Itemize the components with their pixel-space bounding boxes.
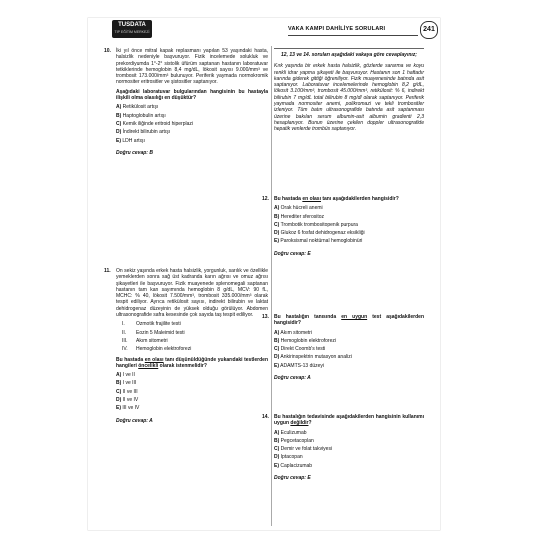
question-number: 14. [262,414,269,420]
option-text: İndirekt bilirubin artışı [122,129,171,136]
question-10 [104,48,268,156]
prompt-part: Bu hastada [274,196,303,202]
option-a[interactable] [274,330,424,336]
question-11 [104,268,268,424]
question-13 [262,314,424,382]
roman-text: Hemoglobin elektroforezi [136,346,192,353]
case-box [274,48,424,136]
logo-text: TUSDATA [118,22,146,28]
roman-numeral: III. [122,337,128,344]
option-text: Glukoz 6 fosfat dehidrogenaz eksikliği [280,230,365,237]
question-number: 13. [262,314,269,320]
option-a[interactable] [116,104,268,110]
option-b[interactable] [274,214,424,220]
option-letter: C) [116,120,122,127]
question-number: 10. [104,48,111,54]
option-text: Ankirinspektrin mutasyon analizi [280,354,352,361]
option-letter: E) [274,362,279,369]
option-e[interactable] [274,363,424,369]
prompt-part: test aşağıdakilerden hangisidir? [274,314,424,327]
prompt-part: tanı aşağıdakilerden hangisidir? [320,196,399,202]
prompt-part: ? [308,420,312,427]
prompt-part: Bu hastada [116,356,145,363]
option-text: Trombotik trombositopenik purpura [280,221,358,228]
correct-answer: Doğru cevap: A [116,417,153,424]
option-e[interactable] [116,405,268,411]
question-14 [262,414,424,482]
option-b[interactable] [116,113,268,119]
option-letter: A) [274,205,280,212]
correct-answer: Doğru cevap: E [274,250,311,257]
option-text: Herediter sferositoz [280,213,325,220]
option-a[interactable] [274,430,424,436]
option-text: Haptoglobulin artışı [122,112,166,119]
roman-numeral: I. [122,321,125,328]
question-number: 12. [262,196,269,202]
prompt-part: olarak istenmelidir? [158,362,207,369]
option-text: ADAMTS-13 düzeyi [280,362,325,369]
option-d[interactable] [274,354,424,360]
option-letter: A) [116,104,122,111]
question-stem: İki yıl önce mitral kapak replasmanı yapılan 53 yaşındaki hasta, halsizlik nedeniyle başvuruyor. Fizik incelemede solukluk ve prekordiyumda 1°-2° sistolik üfürüm saptanan hastanın laboratuvar tetkiklerinde hemoglobin 8,4 mg/dL, lökosit sayısı 9.000/mm³ ve trombosit 173.000/mm³ bulunuyor. Periferik yaymada normokromik normositer eritrositler ve şistositler saptanıyor. [116,48,268,86]
roman-item-1 [122,321,268,327]
case-title: 12, 13 ve 14. soruları aşağıdaki vakaya göre cevaplayınız; [281,52,417,58]
option-e[interactable] [274,463,424,469]
option-d[interactable] [274,454,424,460]
roman-text: Eozin 5 Maleimid testi [136,329,185,336]
roman-item-4 [122,346,268,352]
prompt-part: tanı düşünüldüğünde yukarıdaki testlerden hangileri [116,356,268,369]
option-d[interactable] [274,230,424,236]
option-text: Akım sitometri [280,329,313,336]
prompt-part: Bu hastalığın tedavisinde aşağıdakilerden hangisinin kullanımı uygun [274,414,424,427]
question-12 [262,196,424,257]
roman-item-2 [122,330,268,336]
option-text: II ve III [122,388,138,395]
question-prompt [274,196,424,202]
option-letter: C) [274,346,280,353]
option-c[interactable] [116,389,268,395]
option-b[interactable] [274,338,424,344]
publisher-logo [112,20,152,38]
prompt-emphasis: öncelikli [138,362,159,369]
option-letter: B) [274,213,280,220]
option-letter: E) [274,238,279,245]
option-letter: E) [116,137,121,144]
option-text: I ve III [122,380,137,387]
question-prompt [274,314,424,327]
roman-numeral: II. [122,329,127,336]
column-divider [271,46,272,526]
page-number: 241 [420,21,438,39]
option-letter: D) [116,397,122,404]
option-letter: A) [274,429,280,436]
option-letter: D) [274,454,280,461]
option-text: Direkt Coomb's testi [280,346,326,353]
option-text: Paroksismal noktürnal hemoglobinüri [280,238,363,245]
option-letter: C) [274,221,280,228]
option-letter: A) [274,329,280,336]
roman-text: Akım sitometri [136,337,168,344]
option-c[interactable] [116,121,268,127]
option-e[interactable] [116,138,268,144]
prompt-emphasis: en olası [302,196,321,202]
prompt-emphasis: değildir [290,420,309,427]
page-header [88,18,440,42]
question-prompt [274,414,424,427]
question-number: 11. [104,268,111,274]
option-b[interactable] [116,380,268,386]
option-c[interactable] [274,446,424,452]
option-letter: C) [274,446,280,453]
option-text: II ve IV [122,397,139,404]
option-letter: E) [116,405,121,412]
option-text: I ve II [122,372,135,379]
option-c[interactable] [274,222,424,228]
option-b[interactable] [274,438,424,444]
option-text: Orak hücreli anemi [280,205,323,212]
prompt-emphasis: en uygun [341,314,368,320]
option-letter: B) [274,437,280,444]
option-letter: B) [116,112,122,119]
prompt-part: Bu hastalığın tanısında [274,314,342,320]
book-page [88,18,440,530]
option-letter: D) [116,129,122,136]
correct-answer: Doğru cevap: B [116,149,153,156]
logo-subtext: TIP EĞİTİM MERKEZİ [114,30,150,34]
option-letter: D) [274,230,280,237]
option-text: LDH artışı [122,137,145,144]
option-text: Caplacizumab [280,462,313,469]
option-letter: D) [274,354,280,361]
option-text: Iptacopan [280,454,303,461]
header-title: VAKA KAMPI DAHİLİYE SORULARI [288,23,418,36]
option-text: Pegcetacoplan [280,437,314,444]
option-letter: C) [116,388,122,395]
option-text: Demir ve folat takviyesi [280,446,333,453]
roman-item-3 [122,338,268,344]
option-d[interactable] [116,397,268,403]
option-letter: A) [116,372,122,379]
option-e[interactable] [274,238,424,244]
option-text: Retikülosit artışı [122,104,159,111]
question-prompt: Aşağıdaki laboratuvar bulgularından hangisinin bu hastayla ilişkili olma olasılığı en düşüktür? [116,88,268,102]
option-text: Eculizumab [280,429,307,436]
option-a[interactable] [274,205,424,211]
option-letter: B) [274,337,280,344]
option-text: Hemoglobin elektroforezi [280,337,336,344]
question-stem: On sekiz yaşında erkek hasta halsizlik, yorgunluk, sarılık ve özellikle yemeklerden sonra sağ üst kadranda karın ağrısı ve omuz ağrısı şikayetleri ile başvuruyor. Fizik muayenede splenomegali saptanan hastanın tam kan sayımında hemoglobin 8 g/dL, MCV: 90 fL, MCHC: % 40, lökosit 7.500/mm³, trombosit 335.000/mm³ olarak tespit ediliyor. Ayrıca retikülosit sayısı, indirekt bilirubin ve laktat dehidrogenaz düzeyinin de yüksek olduğu görülüyor. Abdomen ultrasonografide safra kesesinde çok sayıda taş tespit ediliyor. [116,268,268,319]
prompt-emphasis: en olası [144,356,164,363]
option-d[interactable] [116,129,268,135]
roman-numeral: IV. [122,346,128,353]
option-letter: E) [274,462,279,469]
option-text: III ve IV [122,405,140,412]
correct-answer: Doğru cevap: E [274,475,311,482]
option-letter: B) [116,380,122,387]
option-a[interactable] [116,372,268,378]
correct-answer: Doğru cevap: A [274,375,311,382]
option-c[interactable] [274,346,424,352]
option-text: Kemik iliğinde eritroid hiperplazi [122,120,193,127]
question-prompt [116,357,268,370]
case-text: Kırk yaşında bir erkek hasta halsizlik, gözlerde sararma ve koyu renkli idrar yapma şikayeti ile başvuruyor. Hastanın son 1 haftadır karında giderek gittiği öğreniliyor. Fizik muayenesinde batında asit saptanıyor. Laboratuvar incelemelerinde hemoglobin 8,2 g/dL, lökosit 3.100/mm³, trombosit 45.000/mm³, retikülosit: % 6, indirekt bilirubin 7 mg/dL total bilirubin 8 mg/dl olarak saptanıyor. Periferik yaymada normositer anemi, polikromazi ve tekli trombositler izleniyor. Tüm batın ultrasonografide batında asit saptanması üzerine bakılan serum albumin-asit albumin gradienti 2,3 hesaplanıyor. Bunun üzerine çekilen doppler ultrasonografide hepatik venlerde trombüs saptanıyor. [274,63,424,133]
roman-text: Ozmotik frajilite testi [136,321,181,328]
